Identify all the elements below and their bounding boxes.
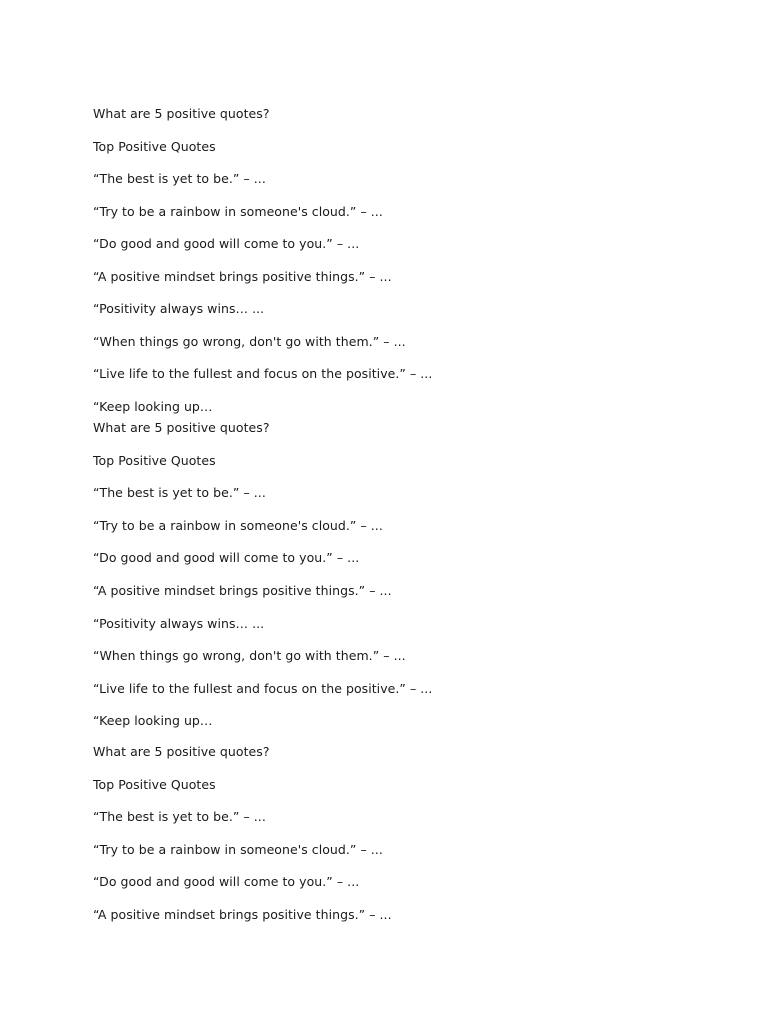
quote-line: “Positivity always wins… ... [93, 301, 265, 316]
quote-line: “A positive mindset brings positive things.” – ... [93, 906, 392, 922]
quote-line: “A positive mindset brings positive things.” – ... [93, 268, 392, 284]
quote-line: “Do good and good will come to you.” – ... [93, 236, 360, 251]
quote-line: “Try to be a rainbow in someone's cloud.” – ... [93, 203, 383, 219]
quote-line: “Keep looking up… [93, 399, 213, 414]
quote-line: “The best is yet to be.” – ... [93, 171, 266, 186]
question-heading: What are 5 positive quotes? [93, 420, 270, 435]
section-heading: Top Positive Quotes [93, 776, 216, 792]
quote-line: “The best is yet to be.” – ... [93, 485, 266, 500]
quote-line: “A positive mindset brings positive things.” – ... [93, 582, 392, 598]
quote-line: “The best is yet to be.” – ... [93, 809, 266, 824]
quote-line: “Live life to the fullest and focus on the positive.” – ... [93, 366, 433, 381]
quote-line: “Try to be a rainbow in someone's cloud.” – ... [93, 841, 383, 857]
quote-line: “Do good and good will come to you.” – ... [93, 874, 360, 889]
quote-line: “Do good and good will come to you.” – ... [93, 550, 360, 565]
quote-line: “When things go wrong, don't go with them.” – ... [93, 333, 406, 349]
quote-line: “When things go wrong, don't go with them.” – ... [93, 648, 406, 663]
question-heading: What are 5 positive quotes? [93, 744, 270, 759]
question-heading: What are 5 positive quotes? [93, 106, 270, 121]
quote-line: “Try to be a rainbow in someone's cloud.” – ... [93, 517, 383, 533]
section-heading: Top Positive Quotes [93, 138, 216, 154]
quote-line: “Positivity always wins… ... [93, 615, 265, 631]
quote-line: “Keep looking up… [93, 713, 213, 728]
section-heading: Top Positive Quotes [93, 452, 216, 468]
quote-line: “Live life to the fullest and focus on the positive.” – ... [93, 680, 433, 696]
